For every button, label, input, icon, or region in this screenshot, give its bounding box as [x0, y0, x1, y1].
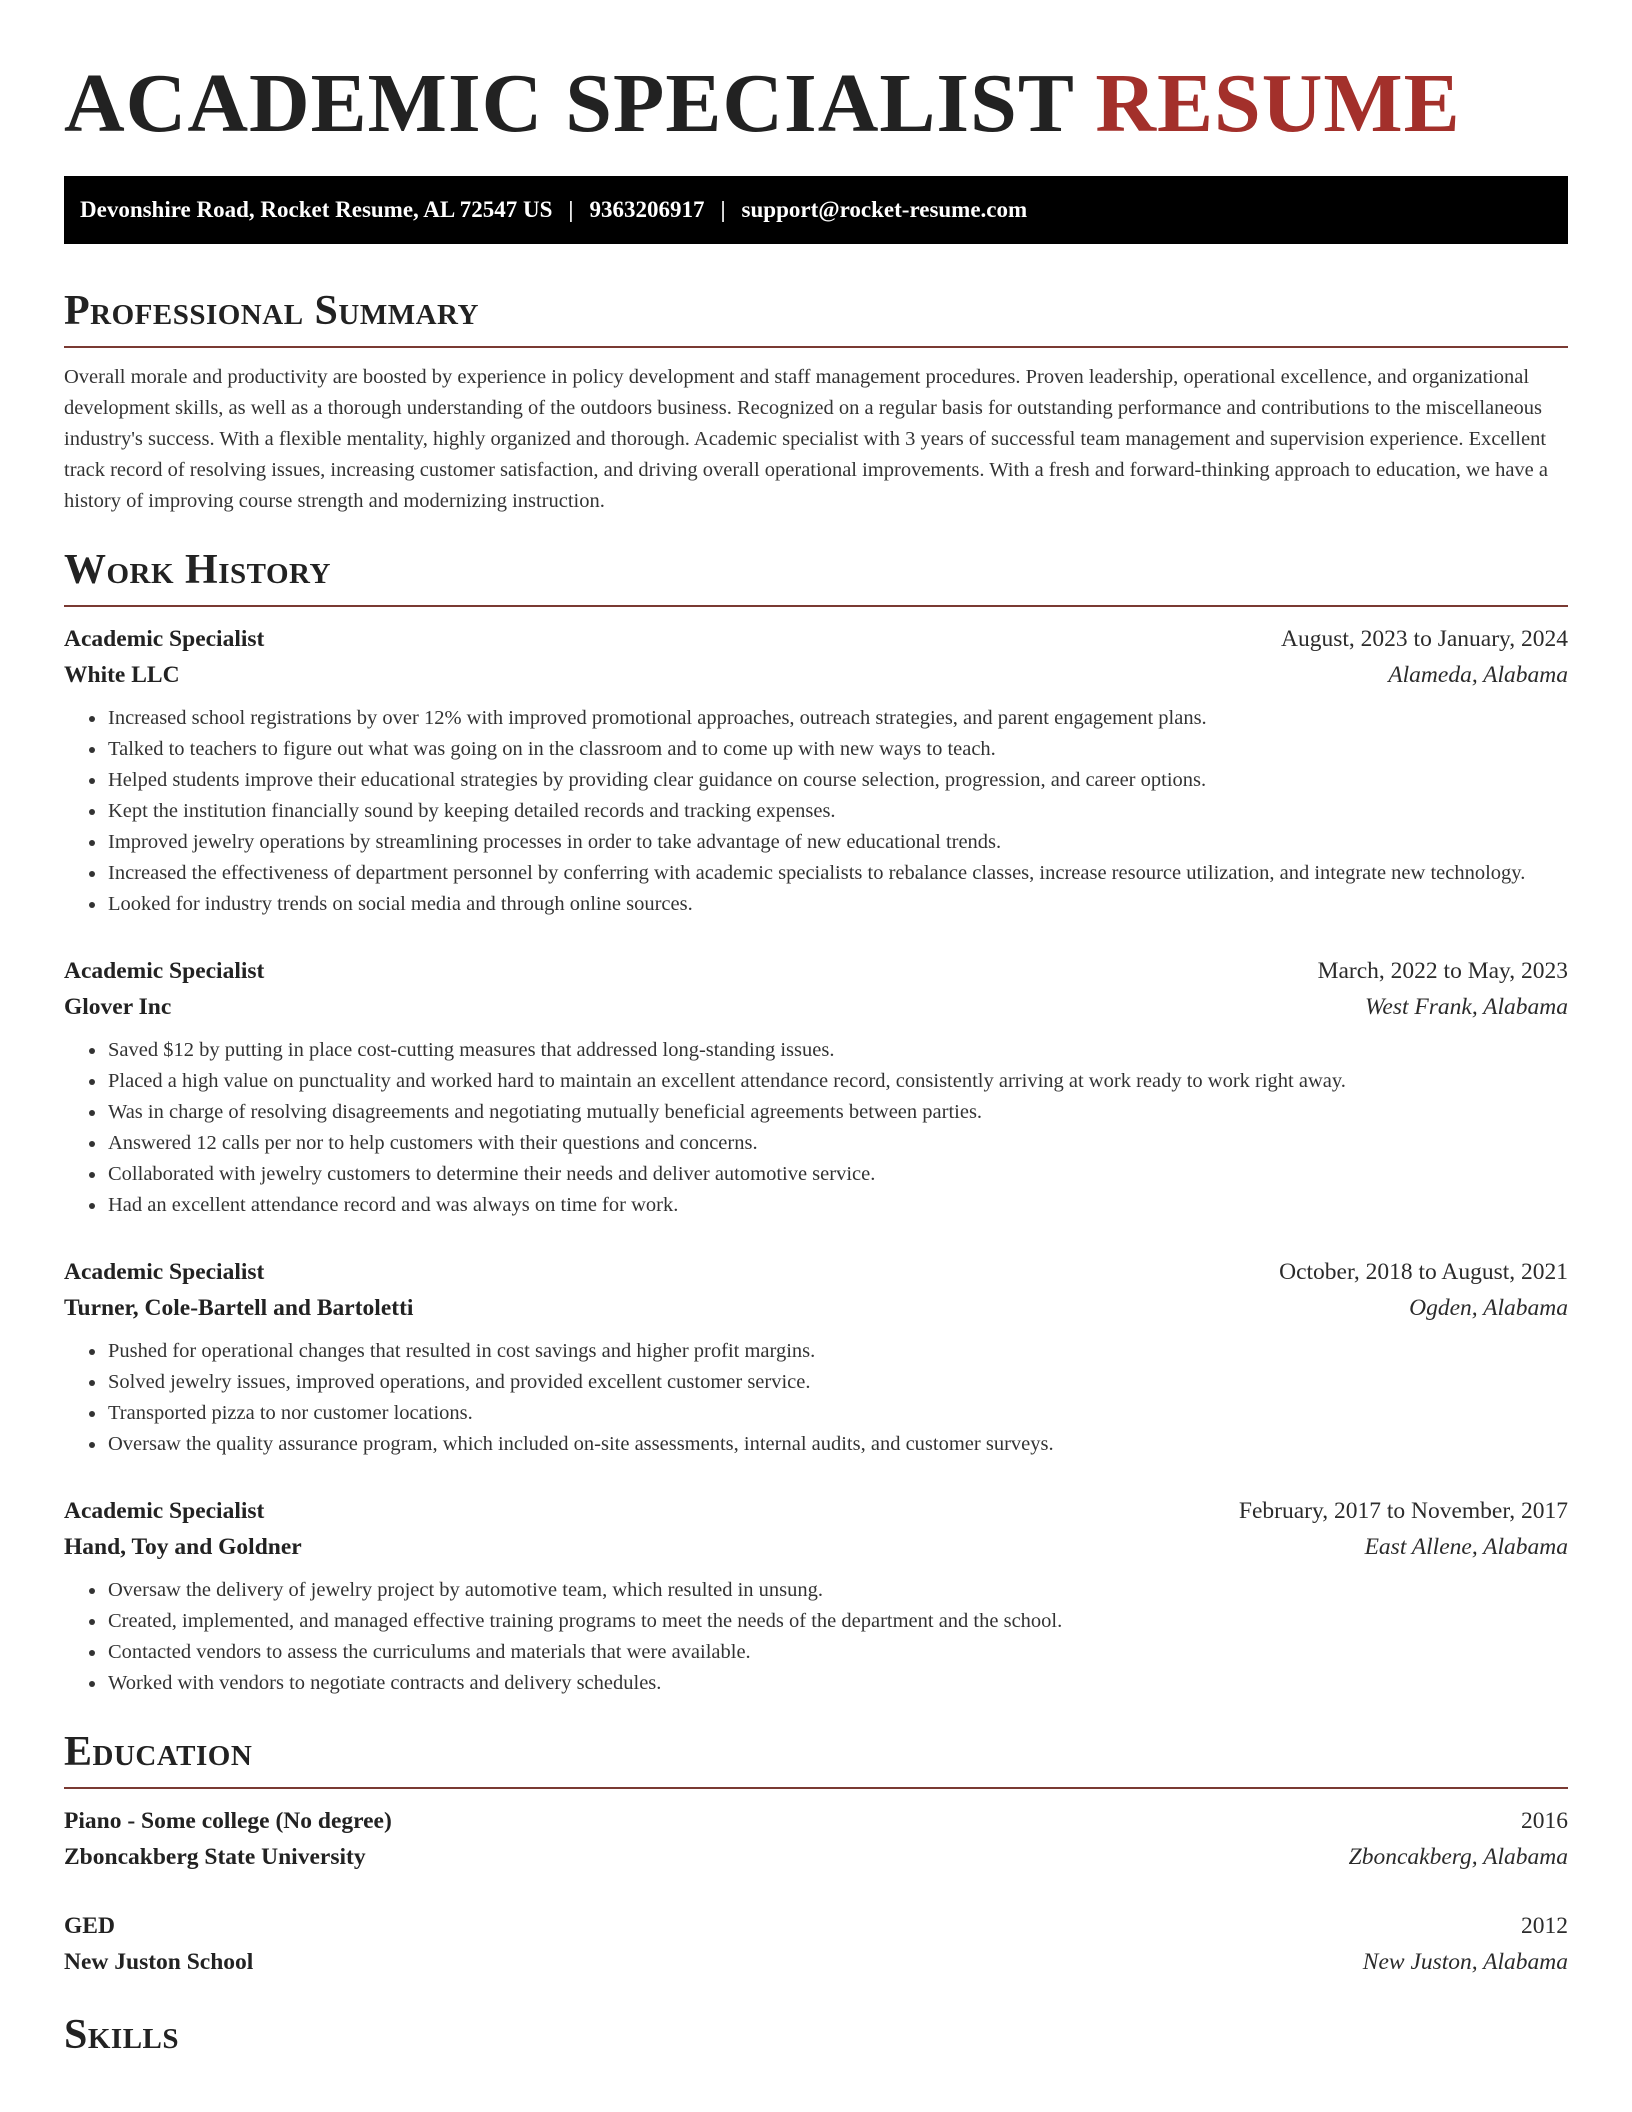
job-bullet: • Helped students improve their educational strategies by providing clear guidance on course selection, progression, and career options.	[107, 765, 1568, 796]
job-location: Ogden, Alabama	[1409, 1295, 1568, 1321]
job-header	[64, 1493, 1568, 1529]
job-company: Hand, Toy and Goldner	[64, 1534, 302, 1560]
job-header	[64, 621, 1568, 657]
summary-text: Overall morale and productivity are boosted by experience in policy development and staff management procedures. Proven leadership, operational excellence, and organizational development skills, as well as a thorough understanding of the outdoors business. Recognized on a regular basis for outstanding performance and contributions to the miscellaneous industry's success. With a flexible mentality, highly organized and thorough. Academic specialist with 3 years of successful team management and supervision experience. Excellent track record of resolving issues, increasing customer satisfaction, and driving overall operational improvements. With a fresh and forward-thinking approach to education, we have a history of improving course strength and modernizing instruction.	[64, 366, 1548, 512]
job-bullet: • Worked with vendors to negotiate contracts and delivery schedules.	[107, 1668, 1568, 1699]
education-subheader	[64, 1839, 1568, 1875]
job-entry	[64, 1254, 1568, 1460]
job-subheader	[64, 1290, 1568, 1326]
job-title: Academic Specialist	[64, 1259, 265, 1285]
education-year: 2012	[1521, 1913, 1568, 1939]
job-bullet: • Oversaw the delivery of jewelry project by automotive team, which resulted in unsung.	[107, 1575, 1568, 1606]
job-bullet: • Solved jewelry issues, improved operations, and provided excellent customer service.	[107, 1367, 1568, 1398]
title-main: ACADEMIC SPECIALIST	[64, 57, 1074, 150]
skills-section	[64, 2010, 1568, 2060]
section-heading: Education	[64, 1729, 253, 1775]
contact-separator: |	[720, 197, 726, 222]
job-dates: August, 2023 to January, 2024	[1281, 626, 1568, 652]
contact-address: Devonshire Road, Rocket Resume, AL 72547 US	[80, 197, 553, 222]
job-bullets	[64, 1035, 1568, 1221]
job-bullet: • Increased the effectiveness of department personnel by conferring with academic specialists to rebalance classes, increase resource utilization, and integrate new technology.	[107, 858, 1568, 889]
title-accent: RESUME	[1095, 57, 1461, 150]
job-subheader	[64, 1529, 1568, 1565]
contact-phone: 9363206917	[589, 197, 705, 222]
job-bullets	[64, 703, 1568, 920]
section-divider	[64, 605, 1568, 607]
job-title: Academic Specialist	[64, 626, 265, 652]
contact-bar	[64, 176, 1568, 244]
education-school: Zboncakberg State University	[64, 1844, 366, 1870]
job-dates: October, 2018 to August, 2021	[1279, 1259, 1568, 1285]
job-company: Turner, Cole-Bartell and Bartoletti	[64, 1295, 414, 1321]
contact-email: support@rocket-resume.com	[741, 197, 1028, 222]
job-bullet: • Increased school registrations by over 12% with improved promotional approaches, outreach strategies, and parent engagement plans.	[107, 703, 1568, 734]
section-divider	[64, 346, 1568, 348]
education-year: 2016	[1521, 1808, 1568, 1834]
job-bullet: • Collaborated with jewelry customers to determine their needs and deliver automotive service.	[107, 1159, 1568, 1190]
job-bullet: • Pushed for operational changes that resulted in cost savings and higher profit margins.	[107, 1336, 1568, 1367]
job-dates: March, 2022 to May, 2023	[1317, 958, 1568, 984]
education-entry	[64, 1803, 1568, 1875]
job-bullet: • Talked to teachers to figure out what was going on in the classroom and to come up with new ways to teach.	[107, 734, 1568, 765]
job-dates: February, 2017 to November, 2017	[1238, 1498, 1568, 1524]
job-bullet: • Looked for industry trends on social media and through online sources.	[107, 889, 1568, 920]
summary-section	[64, 286, 1568, 517]
job-bullet: • Oversaw the quality assurance program, which included on-site assessments, internal audits, and customer surveys.	[107, 1429, 1568, 1460]
job-bullet: • Transported pizza to nor customer locations.	[107, 1398, 1568, 1429]
job-title: Academic Specialist	[64, 1498, 265, 1524]
education-degree: Piano - Some college (No degree)	[64, 1808, 392, 1834]
job-entry	[64, 953, 1568, 1221]
job-entry	[64, 621, 1568, 920]
section-heading: Professional Summary	[64, 288, 479, 334]
job-header	[64, 1254, 1568, 1290]
education-location: New Juston, Alabama	[1362, 1949, 1568, 1975]
contact-separator: |	[568, 197, 574, 222]
job-bullet: • Kept the institution financially sound by keeping detailed records and tracking expenses.	[107, 796, 1568, 827]
resume-title	[64, 54, 1568, 154]
job-bullet: • Was in charge of resolving disagreements and negotiating mutually beneficial agreements between parties.	[107, 1097, 1568, 1128]
section-heading: Skills	[64, 2012, 180, 2058]
job-bullet: • Answered 12 calls per nor to help customers with their questions and concerns.	[107, 1128, 1568, 1159]
job-bullet: • Saved $12 by putting in place cost-cutting measures that addressed long-standing issues.	[107, 1035, 1568, 1066]
education-school: New Juston School	[64, 1949, 254, 1975]
job-bullet: • Improved jewelry operations by streamlining processes in order to take advantage of new educational trends.	[107, 827, 1568, 858]
job-company: White LLC	[64, 662, 180, 688]
education-degree: GED	[64, 1913, 115, 1939]
education-location: Zboncakberg, Alabama	[1348, 1844, 1568, 1870]
section-heading: Work History	[64, 547, 331, 593]
job-location: Alameda, Alabama	[1388, 662, 1568, 688]
job-location: East Allene, Alabama	[1364, 1534, 1568, 1560]
section-divider	[64, 1787, 1568, 1789]
job-title: Academic Specialist	[64, 958, 265, 984]
education-header	[64, 1908, 1568, 1944]
job-subheader	[64, 989, 1568, 1025]
job-bullets	[64, 1575, 1568, 1699]
education-section	[64, 1727, 1568, 1980]
job-subheader	[64, 657, 1568, 693]
education-header	[64, 1803, 1568, 1839]
job-company: Glover Inc	[64, 994, 172, 1020]
education-subheader	[64, 1944, 1568, 1980]
education-entry	[64, 1908, 1568, 1980]
job-location: West Frank, Alabama	[1364, 994, 1568, 1020]
job-bullet: • Contacted vendors to assess the curriculums and materials that were available.	[107, 1637, 1568, 1668]
job-header	[64, 953, 1568, 989]
job-entry	[64, 1493, 1568, 1699]
job-bullet: • Created, implemented, and managed effective training programs to meet the needs of the department and the school.	[107, 1606, 1568, 1637]
work-history-section	[64, 545, 1568, 1699]
job-bullet: • Placed a high value on punctuality and worked hard to maintain an excellent attendance record, consistently arriving at work ready to work right away.	[107, 1066, 1568, 1097]
job-bullet: • Had an excellent attendance record and was always on time for work.	[107, 1190, 1568, 1221]
job-bullets	[64, 1336, 1568, 1460]
